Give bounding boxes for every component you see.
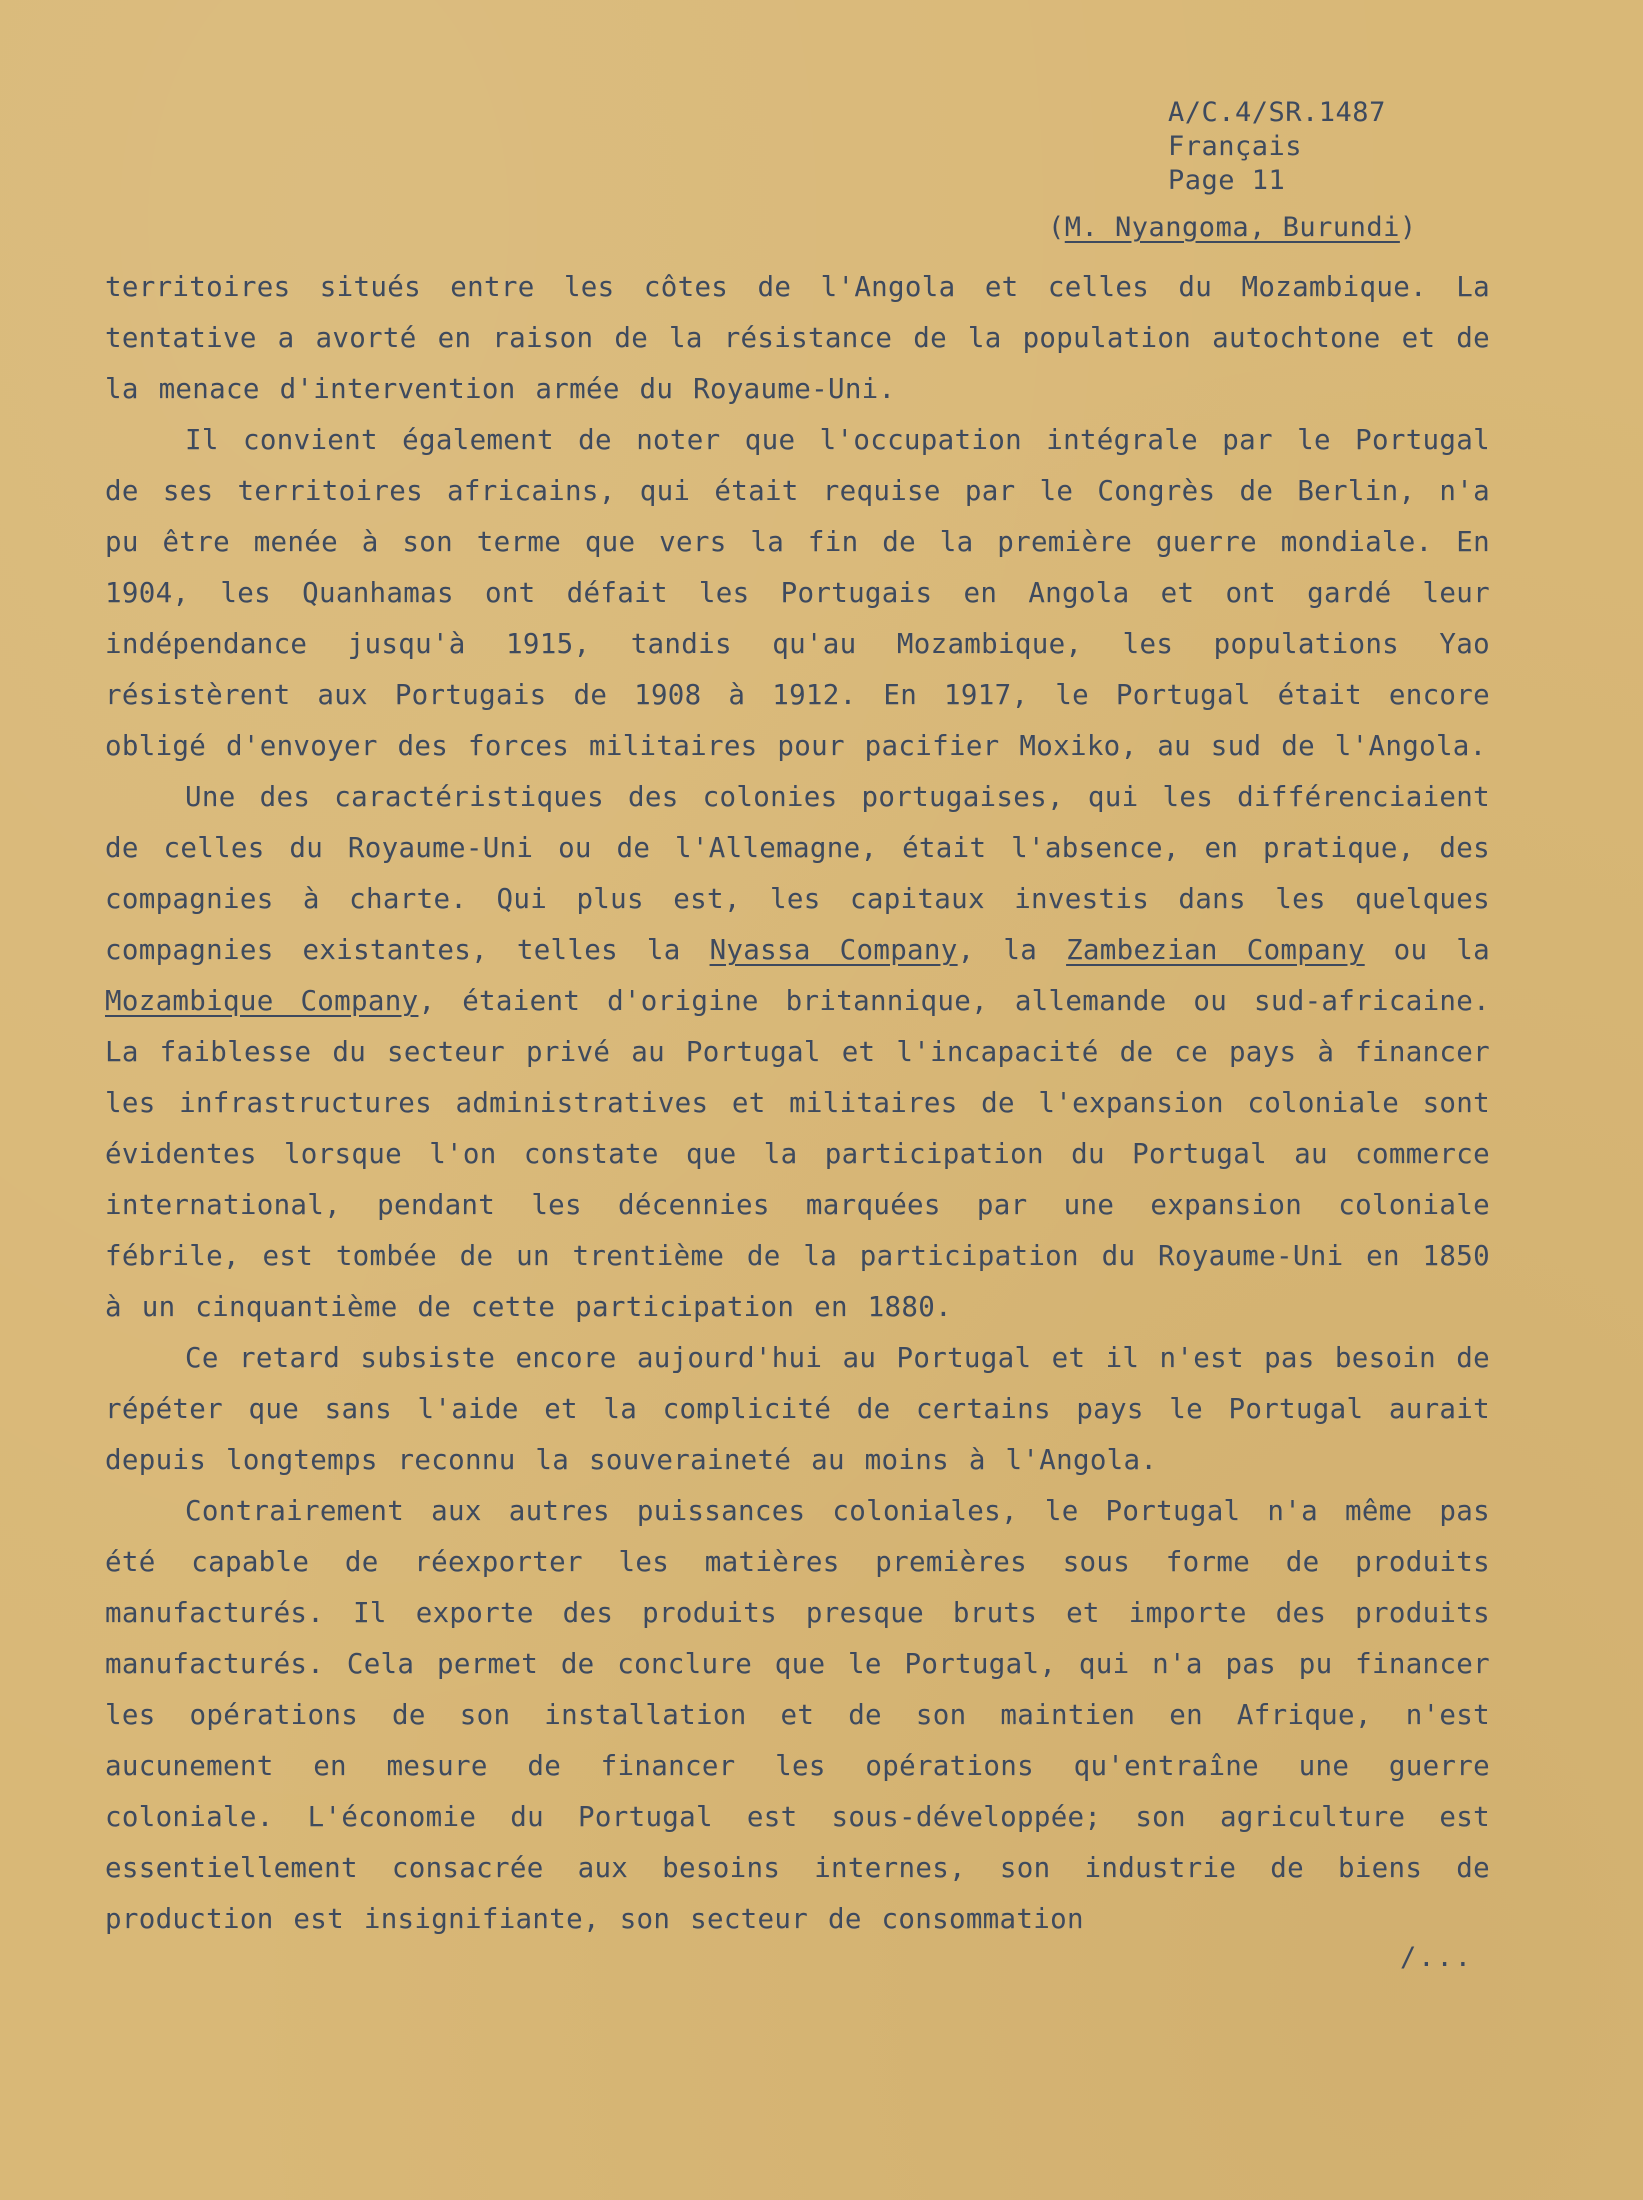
paragraph-1: territoires situés entre les côtes de l'Angola et celles du Mozambique. La tentative a avorté en raison de la résistance de la population autochtone et de la menace d'intervention armée du Royaume-Uni. xyxy=(105,271,1490,405)
speaker-attribution xyxy=(1048,212,1417,243)
document-language: Français xyxy=(1168,131,1303,162)
paragraph-3-part-2: , la xyxy=(957,934,1067,966)
continuation-mark: /... xyxy=(1400,1942,1474,1973)
speaker-close-paren: ) xyxy=(1399,212,1417,243)
paragraph-3-part-1: Une des caractéristiques des colonies portugaises, qui les différenciaient de celles du Royaume-Uni ou de l'Allemagne, était l'absence, en pratique, des compagnies à charte. Qui plus est, les capitaux investis dans les quelques compagnies existantes, telles la xyxy=(105,781,1490,966)
mozambique-company-name: Mozambique Company xyxy=(105,985,419,1017)
speaker-name: M. Nyangoma, Burundi xyxy=(1064,212,1400,243)
speaker-open-paren: ( xyxy=(1048,212,1065,243)
paragraph-3-part-3: ou la xyxy=(1364,934,1491,966)
body-text xyxy=(105,262,1490,1945)
document-symbol: A/C.4/SR.1487 xyxy=(1168,97,1386,128)
nyassa-company-name: Nyassa Company xyxy=(709,934,958,966)
paragraph-2: Il convient également de noter que l'occupation intégrale par le Portugal de ses territoires africains, qui était requise par le Congrès de Berlin, n'a pu être menée à son terme que vers la fin de la première guerre mondiale. En 1904, les Quanhamas ont défait les Portugais en Angola et ont gardé leur indépendance jusqu'à 1915, tandis qu'au Mozambique, les populations Yao résistèrent aux Portugais de 1908 à 1912. En 1917, le Portugal était encore obligé d'envoyer des forces militaires pour pacifier Moxiko, au sud de l'Angola. xyxy=(105,424,1490,762)
page-number: Page 11 xyxy=(1168,165,1286,196)
paragraph-3-part-4: , étaient d'origine britannique, allemande ou sud-africaine. La faiblesse du secteur privé au Portugal et l'incapacité de ce pays à financer les infrastructures administratives et militaires de l'expansion coloniale sont évidentes lorsque l'on constate que la participation du Portugal au commerce international, pendant les décennies marquées par une expansion coloniale fébrile, est tombée de un trentième de la participation du Royaume-Uni en 1850 à un cinquantième de cette participation en 1880. xyxy=(105,985,1490,1323)
zambezian-company-name: Zambezian Company xyxy=(1066,934,1365,966)
paragraph-4: Ce retard subsiste encore aujourd'hui au Portugal et il n'est pas besoin de répéter que sans l'aide et la complicité de certains pays le Portugal aurait depuis longtemps reconnu la souveraineté au moins à l'Angola. xyxy=(105,1342,1490,1476)
paragraph-3 xyxy=(105,772,1490,1333)
document-header xyxy=(1168,96,1386,198)
paragraph-5: Contrairement aux autres puissances coloniales, le Portugal n'a même pas été capable de réexporter les matières premières sous forme de produits manufacturés. Il exporte des produits presque bruts et importe des produits manufacturés. Cela permet de conclure que le Portugal, qui n'a pas pu financer les opérations de son installation et de son maintien en Afrique, n'est aucunement en mesure de financer les opérations qu'entraîne une guerre coloniale. L'économie du Portugal est sous-développée; son agriculture est essentiellement consacrée aux besoins internes, son industrie de biens de production est insignifiante, son secteur de consommation xyxy=(105,1495,1490,1935)
